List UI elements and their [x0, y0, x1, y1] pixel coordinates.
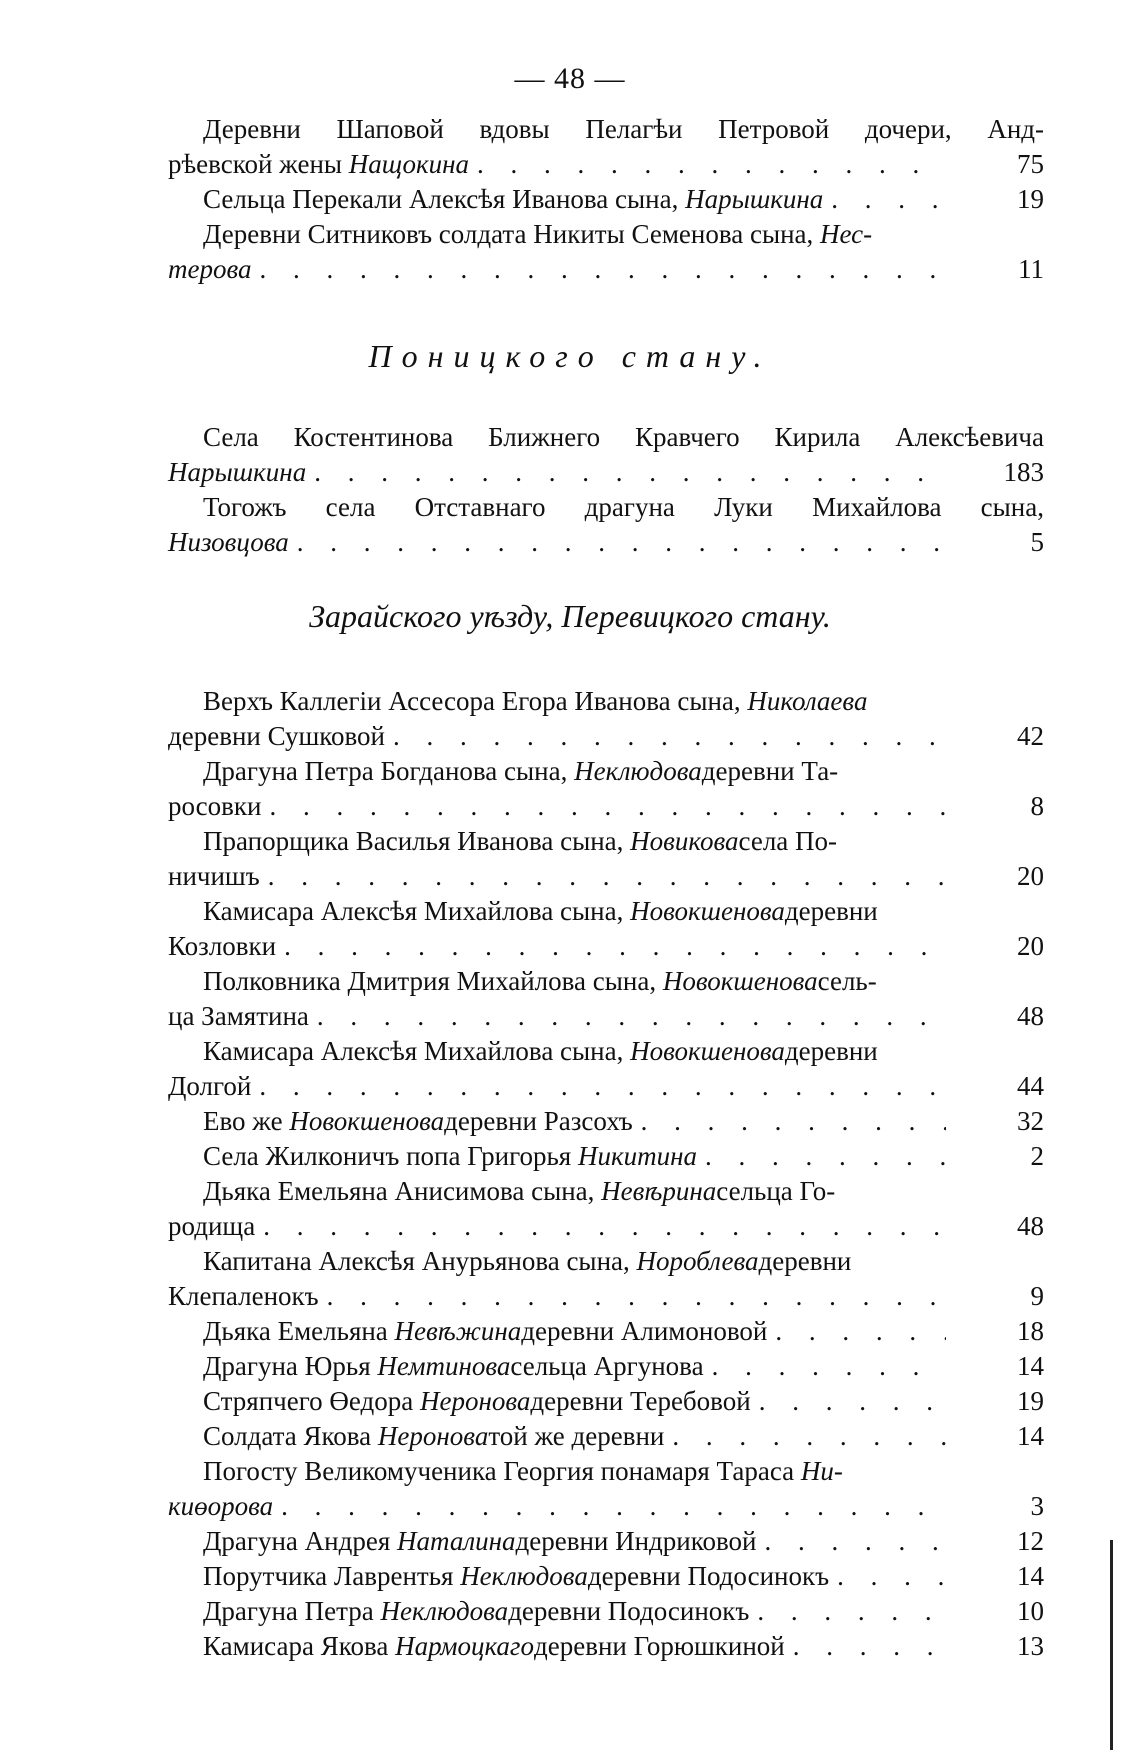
surname: Нащокина [348, 149, 470, 179]
section-heading: Поницкого стану. [368, 338, 772, 374]
list-item [168, 1139, 1044, 1174]
entry-text: деревни [784, 1036, 878, 1066]
entry-text: Клепаленокъ [168, 1281, 319, 1311]
dot-leader [268, 859, 946, 894]
list-item [168, 182, 1044, 217]
surname: Наталина [397, 1526, 516, 1556]
dot-leader [672, 1419, 946, 1454]
entry-text: родища [168, 1211, 256, 1241]
entry-text: деревни Алимоновой [521, 1316, 768, 1346]
entry-text: Долгой [168, 1071, 252, 1101]
list-item [168, 824, 1044, 894]
entry-count: 3 [1030, 1491, 1044, 1521]
dot-leader [793, 1629, 946, 1664]
entry-text: ца Замятина [168, 1001, 309, 1031]
dot-leader [775, 1314, 946, 1349]
entry-text: деревни [784, 896, 878, 926]
entry-text: сельца Аргунова [510, 1351, 704, 1381]
surname: Новокшенова [662, 966, 818, 996]
entry-text: сельца Го- [716, 1176, 836, 1206]
entry-text: Полковника Дмитрия Михайлова сына, [203, 966, 657, 996]
surname-part: Ни- [800, 1456, 843, 1486]
entry-text: Драгуна Юрья [203, 1351, 371, 1381]
dot-leader [477, 147, 946, 182]
entry-count: 14 [1017, 1561, 1044, 1591]
dot-leader [393, 719, 946, 754]
surname: Новикова [630, 826, 739, 856]
entry-text: деревни Подосинокъ [508, 1596, 750, 1626]
surname: Неронова [377, 1421, 489, 1451]
list-item [168, 112, 1044, 182]
dot-leader [759, 1384, 946, 1419]
dot-leader [297, 525, 946, 560]
list-item [168, 894, 1044, 964]
entry-text: Капитана Алексѣя Анурьянова сына, [203, 1246, 630, 1276]
entry-text: Стряпчего Өедора [203, 1386, 414, 1416]
page-number: — 48 — [514, 62, 626, 95]
surname: Нармоцкаго [395, 1631, 534, 1661]
entry-count: 183 [1003, 457, 1044, 487]
entry-text: рѣевской жены [168, 149, 343, 179]
list-item [168, 1244, 1044, 1314]
list-item [168, 1174, 1044, 1244]
surname: Неклюдова [380, 1596, 509, 1626]
entry-text: Драгуна Петра [203, 1596, 374, 1626]
list-item [168, 1314, 1044, 1349]
entry-text: Ево же [203, 1106, 283, 1136]
entry-text: деревни Горюшкиной [533, 1631, 785, 1661]
entry-count: 48 [1017, 1211, 1044, 1241]
list-item [168, 1629, 1044, 1664]
surname: Никитина [577, 1141, 697, 1171]
dot-leader [641, 1104, 946, 1139]
surname: Новокшенова [630, 896, 785, 926]
list-item [168, 1594, 1044, 1629]
list-item [168, 1384, 1044, 1419]
entry-text: Погосту Великомученика Георгия понамаря Тараса [203, 1456, 795, 1486]
list-item [168, 1454, 1044, 1524]
surname-part: терова [168, 254, 252, 284]
surname: Нарышкина [168, 457, 307, 487]
entry-text: деревни Та- [701, 756, 839, 786]
surname: Немтинова [377, 1351, 511, 1381]
dot-leader [837, 1559, 946, 1594]
entry-text: Солдата Якова [203, 1421, 372, 1451]
entry-text: ничишъ [168, 861, 260, 891]
entry-text: Драгуна Петра Богданова сына, [203, 756, 568, 786]
entry-text: Прапорщика Василья Иванова сына, [203, 826, 624, 856]
entry-count: 8 [1030, 791, 1044, 821]
entry-count: 12 [1017, 1526, 1044, 1556]
dot-leader [705, 1139, 946, 1174]
entry-count: 20 [1017, 931, 1044, 961]
entry-text: Дьяка Емельяна [203, 1316, 388, 1346]
surname: Нарышкина [685, 184, 824, 214]
surname: Невѣжина [394, 1316, 522, 1346]
entry-text: Дьяка Емельяна Анисимова сына, [203, 1176, 595, 1206]
list-item [168, 1559, 1044, 1594]
entry-count: 10 [1017, 1596, 1044, 1626]
margin-rule [1110, 1540, 1113, 1750]
entry-text: Села Жилконичъ попа Григорья [203, 1141, 572, 1171]
list-item [168, 1034, 1044, 1104]
entry-text: деревни Теребовой [530, 1386, 751, 1416]
entry-count: 13 [1017, 1631, 1044, 1661]
entry-count: 48 [1017, 1001, 1044, 1031]
entry-text: Камисара Алексѣя Михайлова сына, [203, 896, 624, 926]
dot-leader [712, 1349, 946, 1384]
dot-leader [281, 1489, 946, 1524]
entry-count: 11 [1018, 254, 1044, 284]
entry-text: Камисара Якова [203, 1631, 389, 1661]
dot-leader [327, 1279, 946, 1314]
list-item [168, 217, 1044, 287]
surname-part: Нес- [820, 219, 873, 249]
list-item [168, 754, 1044, 824]
dot-leader [269, 789, 946, 824]
entry-text: деревни Индриковой [515, 1526, 757, 1556]
dot-leader [263, 1209, 946, 1244]
entry-count: 18 [1017, 1316, 1044, 1346]
dot-leader [831, 182, 946, 217]
entry-count: 19 [1017, 1386, 1044, 1416]
entry-text: деревни Сушковой [168, 721, 385, 751]
list-item [168, 1524, 1044, 1559]
entry-text: росовки [168, 791, 262, 821]
entry-text: Верхъ Каллегіи Ассесора Егора Иванова сына, [203, 686, 741, 716]
entry-text: Камисара Алексѣя Михайлова сына, [203, 1036, 624, 1066]
entry-text: Деревни Ситниковъ солдата Никиты Семенова сына, [203, 219, 814, 249]
entry-count: 19 [1017, 184, 1044, 214]
entry-count: 2 [1030, 1141, 1044, 1171]
entry-count: 5 [1030, 527, 1044, 557]
entry-text: Порутчика Лаврентья [203, 1561, 454, 1591]
surname: Низовцова [168, 527, 289, 557]
dot-leader [284, 929, 946, 964]
list-item [168, 1419, 1044, 1454]
list-item [168, 490, 1044, 560]
entry-text: той же деревни [488, 1421, 665, 1451]
list-item [168, 964, 1044, 1034]
entry-line: Деревни Шаповой вдовы Пелагѣи Петровой дочери, Анд- [203, 114, 1044, 144]
entry-count: 9 [1030, 1281, 1044, 1311]
entry-count: 14 [1017, 1351, 1044, 1381]
entry-count: 20 [1017, 861, 1044, 891]
list-item [168, 1104, 1044, 1139]
surname: Невѣрина [601, 1176, 717, 1206]
dot-leader [757, 1594, 946, 1629]
entry-count: 32 [1017, 1106, 1044, 1136]
list-item [168, 420, 1044, 490]
dot-leader [260, 252, 946, 287]
surname: Неронова [419, 1386, 531, 1416]
entry-text: Козловки [168, 931, 277, 961]
dot-leader [765, 1524, 947, 1559]
entry-count: 14 [1017, 1421, 1044, 1451]
list-item [168, 684, 1044, 754]
dot-leader [317, 999, 946, 1034]
entry-line: Села Костентинова Ближнего Кравчего Кирила Алексѣевича [203, 422, 1044, 452]
surname: Николаева [747, 686, 868, 716]
entry-text: сель- [817, 966, 877, 996]
surname-part: киөорова [168, 1491, 274, 1521]
entry-text: деревни [758, 1246, 852, 1276]
surname: Новокшенова [289, 1106, 445, 1136]
list-item [168, 1349, 1044, 1384]
section-heading: Зарайского уѣзду, Перевицкого стану. [309, 598, 831, 634]
entry-text: деревни Подосинокъ [587, 1561, 830, 1591]
entry-count: 75 [1017, 149, 1044, 179]
entry-count: 42 [1017, 721, 1044, 751]
surname: Новокшенова [630, 1036, 785, 1066]
surname: Неклюдова [460, 1561, 588, 1591]
dot-leader [314, 455, 946, 490]
entry-text: Драгуна Андрея [203, 1526, 391, 1556]
entry-line: Тогожъ села Отставнаго драгуна Луки Михайлова сына, [203, 492, 1044, 522]
surname: Нороблева [636, 1246, 759, 1276]
entry-count: 44 [1017, 1071, 1044, 1101]
dot-leader [259, 1069, 946, 1104]
surname: Неклюдова [574, 756, 702, 786]
entry-text: села По- [738, 826, 838, 856]
entry-text: Сельца Перекали Алексѣя Иванова сына, [203, 184, 679, 214]
entry-text: деревни Разсохъ [444, 1106, 633, 1136]
